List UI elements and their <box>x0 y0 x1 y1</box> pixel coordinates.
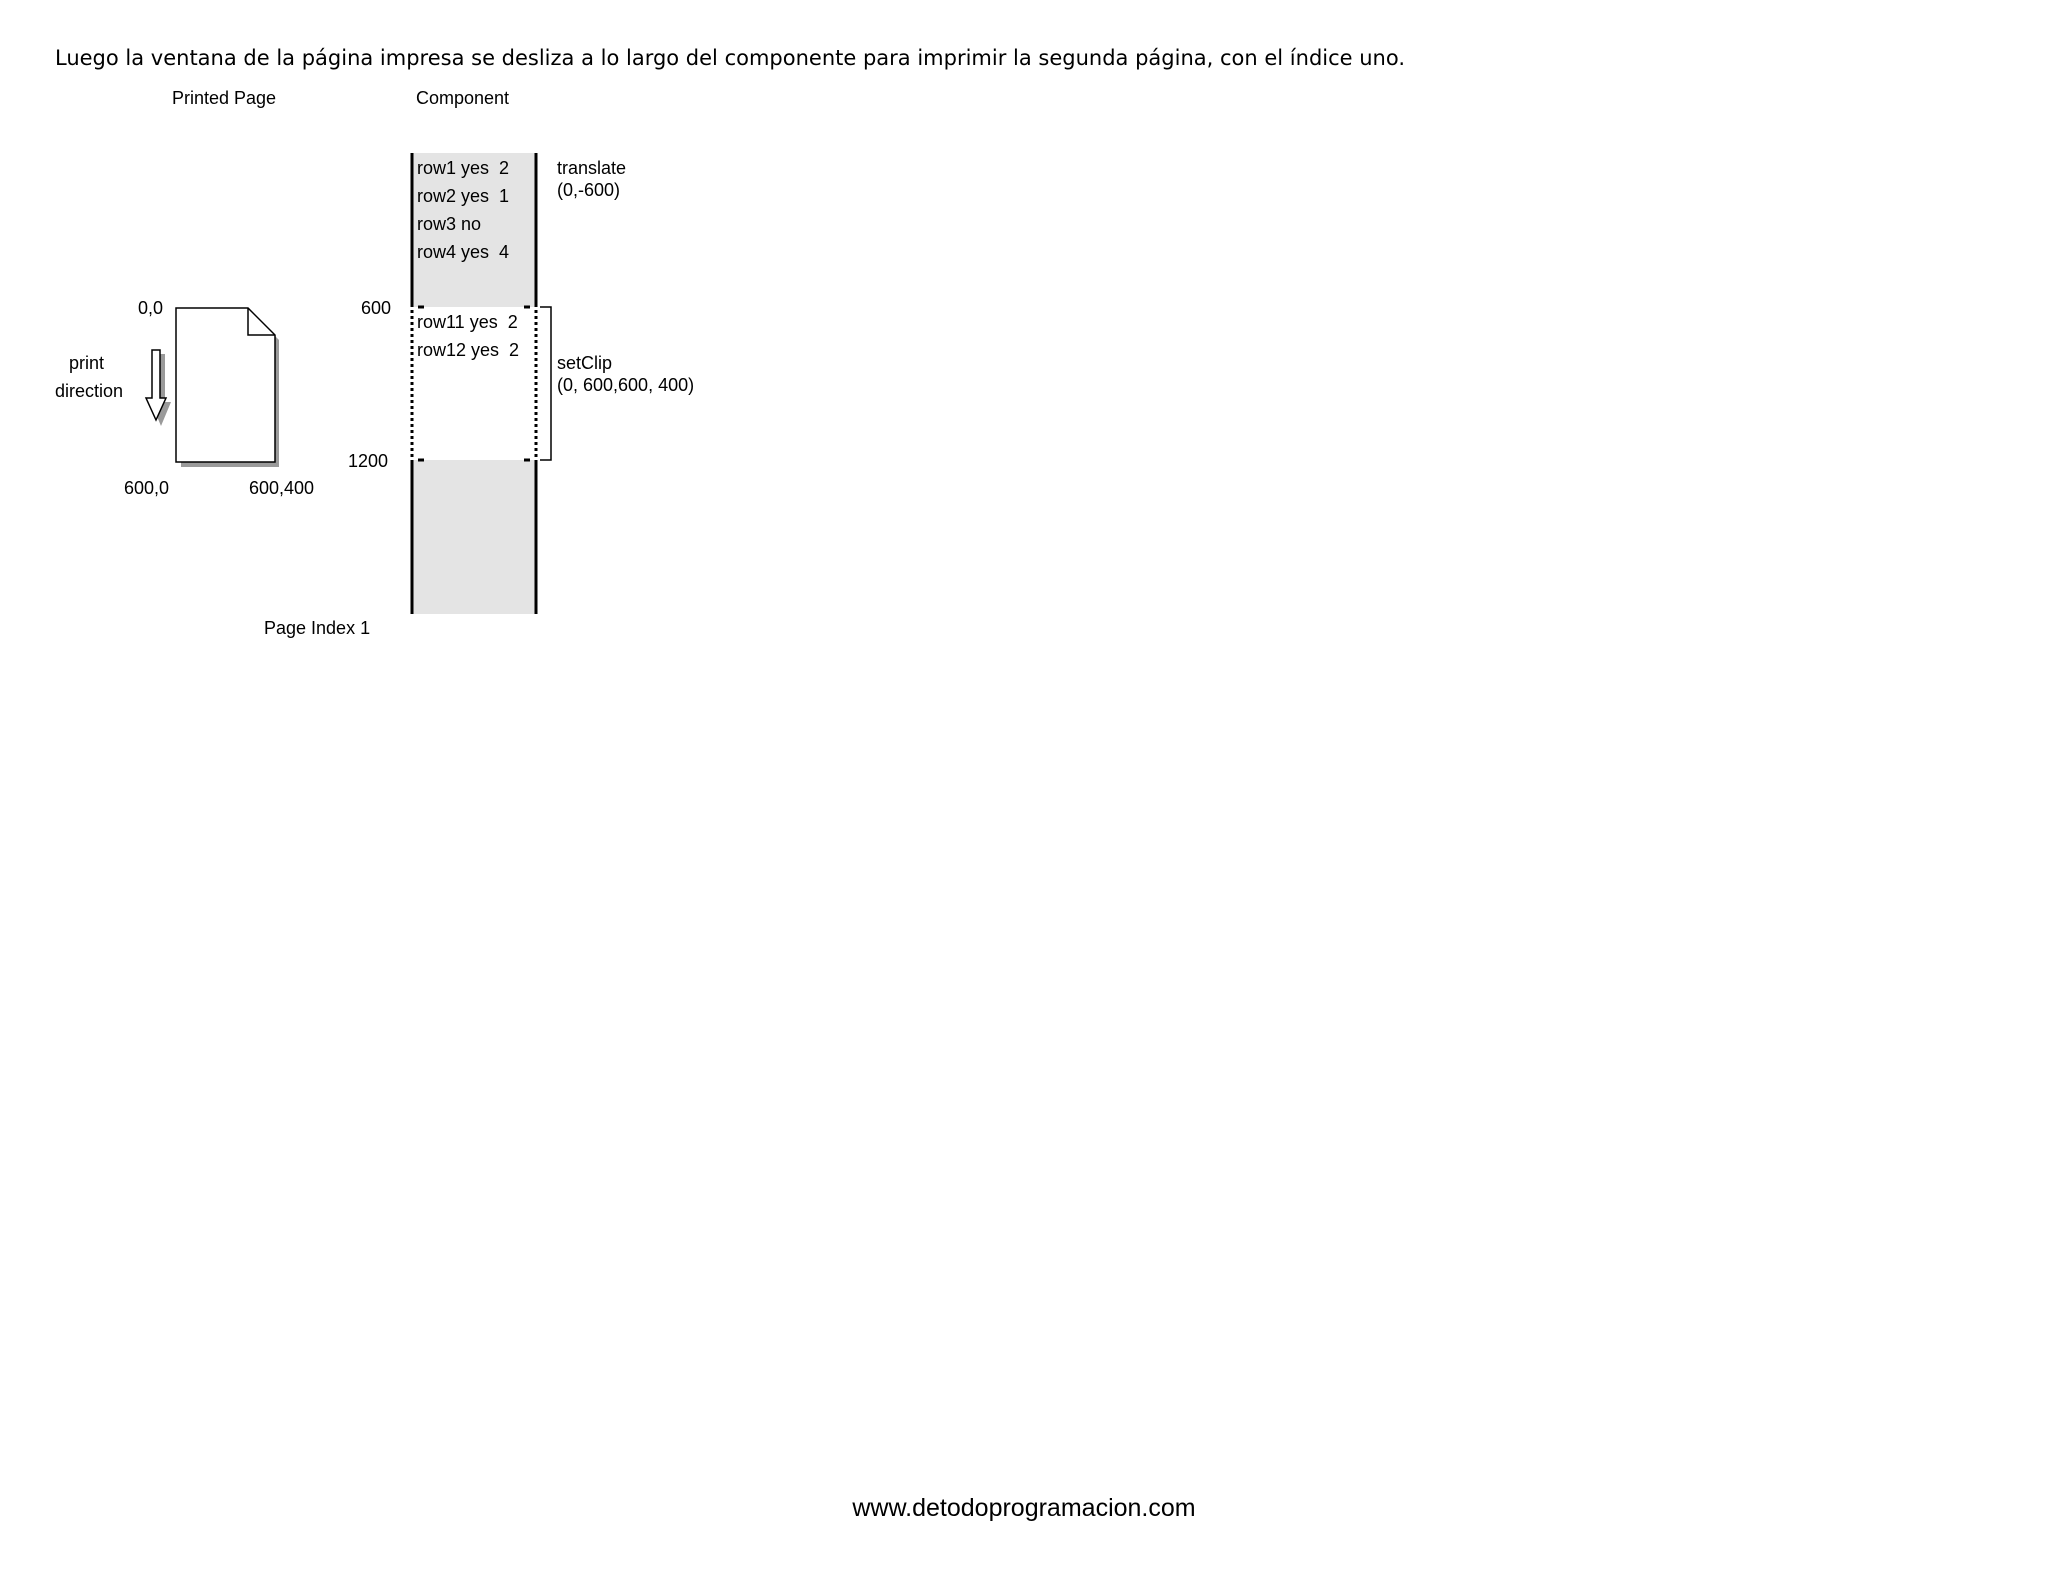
component-row: row1 yes 2 <box>417 158 510 178</box>
component-shade-bottom <box>412 460 536 614</box>
clip-row: row12 yes 2 <box>417 340 520 360</box>
setclip-label-line1: setClip <box>557 353 613 373</box>
page-corner-bottom-right: 600,400 <box>249 478 315 498</box>
marker-1200: 1200 <box>348 451 389 471</box>
component-heading: Component <box>416 88 510 108</box>
component-row: row2 yes 1 <box>417 186 510 206</box>
clip-row: row11 yes 2 <box>417 312 518 332</box>
setclip-bracket <box>540 307 551 460</box>
page-index-label: Page Index 1 <box>264 618 371 638</box>
print-direction-line2: direction <box>55 381 124 401</box>
printed-page-heading: Printed Page <box>172 88 277 108</box>
page-corner-top-left: 0,0 <box>138 298 164 318</box>
translate-label-line1: translate <box>557 158 627 178</box>
footer-url: www.detodoprogramacion.com <box>852 1494 1196 1522</box>
translate-label-line2: (0,-600) <box>557 180 621 200</box>
component-row: row3 no <box>417 214 482 234</box>
setclip-label-line2: (0, 600,600, 400) <box>557 375 695 395</box>
page-corner-bottom-left: 600,0 <box>124 478 170 498</box>
print-direction-line1: print <box>69 353 105 373</box>
component-row: row4 yes 4 <box>417 242 510 262</box>
marker-600: 600 <box>361 298 392 318</box>
page-icon <box>176 308 275 462</box>
intro-paragraph: Luego la ventana de la página impresa se desliza a lo largo del componente para imprimir la segunda página, con el índice uno. <box>55 46 1406 70</box>
